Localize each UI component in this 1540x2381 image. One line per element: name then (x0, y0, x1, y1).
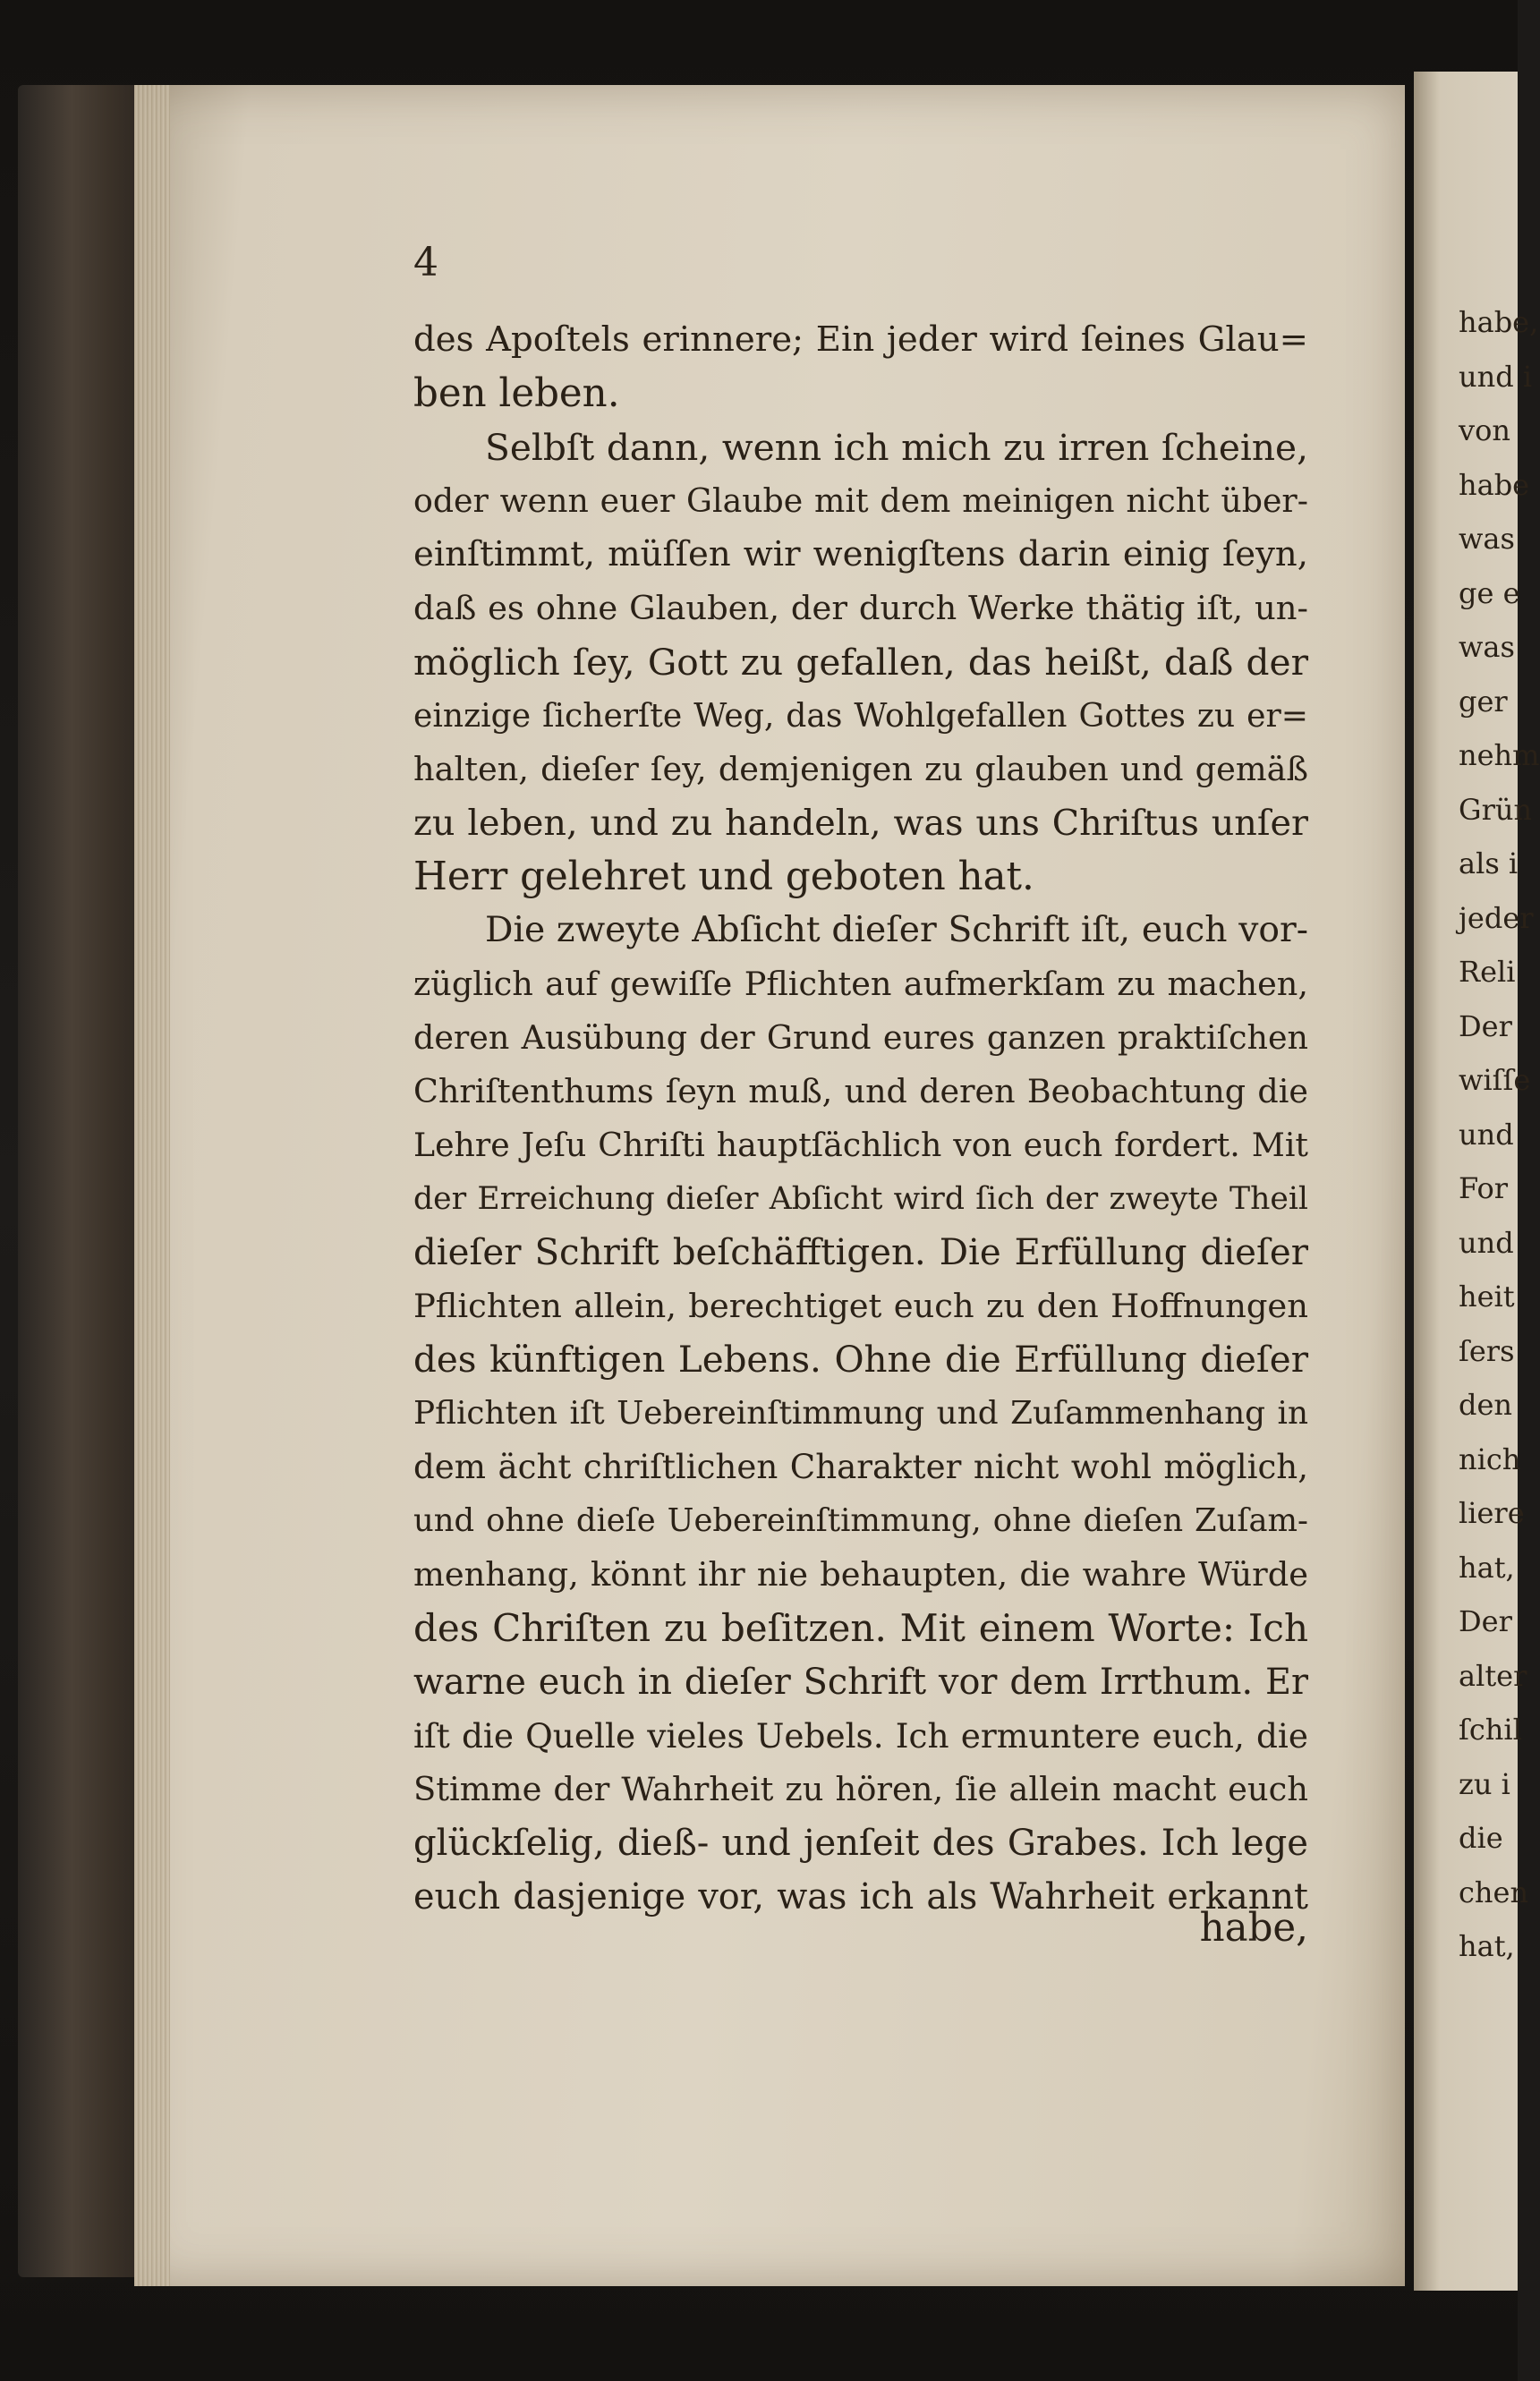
text-line: warne euch in dieſer Schrift vor dem Irrthum. Er (413, 1662, 1308, 1703)
book-cover-edge (18, 85, 152, 2277)
facing-page-text (1459, 295, 1540, 1974)
text-line: möglich ſey, Gott zu gefallen, das heißt, daß der (413, 641, 1308, 684)
text-line: züglich auf gewiſſe Pflichten aufmerkſam zu machen, (413, 965, 1308, 1003)
facing-line: nich (1459, 1441, 1521, 1476)
body-text (413, 313, 1308, 1924)
text-line: zu leben, und zu handeln, was uns Chriſtus unſer (413, 803, 1308, 844)
facing-line: Grün (1459, 792, 1533, 827)
text-line: euch dasjenige vor, was ich als Wahrheit erkannt (413, 1876, 1308, 1918)
text-line: menhang, könnt ihr nie behaupten, die wahre Würde (413, 1555, 1308, 1594)
text-line: einzige ſicherſte Weg, das Wohlgefallen Gottes zu er= (413, 697, 1308, 735)
page-number: 4 (413, 240, 438, 285)
text-line: oder wenn euer Glaube mit dem meinigen nicht über- (413, 481, 1308, 520)
facing-line: habe, (1459, 305, 1539, 339)
text-line: Lehre Jeſu Chriſti hauptſächlich von euch fordert. Mit (413, 1126, 1308, 1164)
facing-line: wiſſe (1459, 1063, 1531, 1097)
text-line: Chriſtenthums ſeyn muß, und deren Beobachtung die (413, 1072, 1308, 1110)
facing-line: ge e (1459, 575, 1520, 610)
text-line: dem ächt chriſtlichen Charakter nicht wohl möglich, (413, 1448, 1308, 1486)
text-line: Die zweyte Abſicht dieſer Schrift iſt, euch vor- (485, 910, 1308, 950)
text-line: des künftigen Lebens. Ohne die Erfüllung dieſer (413, 1339, 1308, 1381)
text-line: glückſelig, dieß- und jenſeit des Grabes. Ich lege (413, 1823, 1308, 1864)
text-line: des Chriſten zu beſitzen. Mit einem Worte: Ich (413, 1606, 1308, 1650)
facing-line: Der (1459, 1008, 1512, 1043)
facing-line: For (1459, 1171, 1509, 1205)
facing-line: ſers (1459, 1333, 1515, 1368)
facing-line: hat, (1459, 1929, 1515, 1963)
facing-line: was (1459, 630, 1515, 664)
text-line: und ohne dieſe Uebereinſtimmung, ohne dieſen Zuſam- (413, 1502, 1308, 1539)
facing-line: zu i (1459, 1766, 1510, 1801)
text-line: ben leben. (413, 371, 620, 416)
facing-line: habe (1459, 467, 1530, 502)
facing-line: und (1459, 1225, 1514, 1260)
text-line: des Apoſtels erinnere; Ein jeder wird ſeines Glau= (413, 319, 1308, 360)
facing-line: liere (1459, 1496, 1525, 1530)
facing-line: als i (1459, 846, 1519, 880)
text-line: dieſer Schrift beſchäfftigen. Die Erfüllung dieſer (413, 1232, 1308, 1273)
facing-line: jeder (1459, 900, 1534, 935)
facing-line: alter (1459, 1658, 1527, 1693)
text-line: Stimme der Wahrheit zu hören, ſie allein macht euch (413, 1770, 1308, 1808)
text-line: einſtimmt, müſſen wir wenigſtens darin einig ſeyn, (413, 534, 1308, 574)
facing-line: Der (1459, 1604, 1512, 1638)
text-line: Selbſt dann, wenn ich mich zu irren ſcheine, (485, 426, 1308, 469)
text-line: iſt die Quelle vieles Uebels. Ich ermuntere euch, die (413, 1716, 1308, 1756)
text-line: der Erreichung dieſer Abſicht wird ſich der zweyte Theil (413, 1181, 1308, 1217)
text-line: Herr gelehret und geboten hat. (413, 855, 1034, 899)
facing-line: und (1459, 1117, 1514, 1152)
catchword: habe, (1199, 1906, 1308, 1951)
facing-line: nehm (1459, 738, 1540, 772)
text-line: Pflichten allein, berechtiget euch zu den Hoffnungen (413, 1287, 1308, 1325)
text-line: daß es ohne Glauben, der durch Werke thätig iſt, un- (413, 589, 1308, 627)
facing-line: hat, (1459, 1550, 1515, 1585)
text-line: halten, dieſer ſey, demjenigen zu glauben und gemäß (413, 750, 1308, 788)
facing-line: und i (1459, 359, 1533, 394)
facing-line: heit (1459, 1280, 1515, 1314)
page-stack-edges (134, 85, 170, 2286)
facing-line: chen (1459, 1875, 1529, 1909)
text-line: Pflichten iſt Uebereinſtimmung und Zuſammenhang in (413, 1395, 1308, 1432)
facing-line: ger (1459, 684, 1508, 719)
facing-line: von (1459, 413, 1510, 447)
facing-line: die (1459, 1821, 1503, 1855)
facing-line: was (1459, 522, 1515, 556)
facing-line: den (1459, 1388, 1513, 1422)
facing-line: ſchil (1459, 1713, 1522, 1747)
facing-line: Reli (1459, 955, 1516, 989)
text-line: deren Ausübung der Grund eures ganzen praktiſchen (413, 1018, 1308, 1057)
